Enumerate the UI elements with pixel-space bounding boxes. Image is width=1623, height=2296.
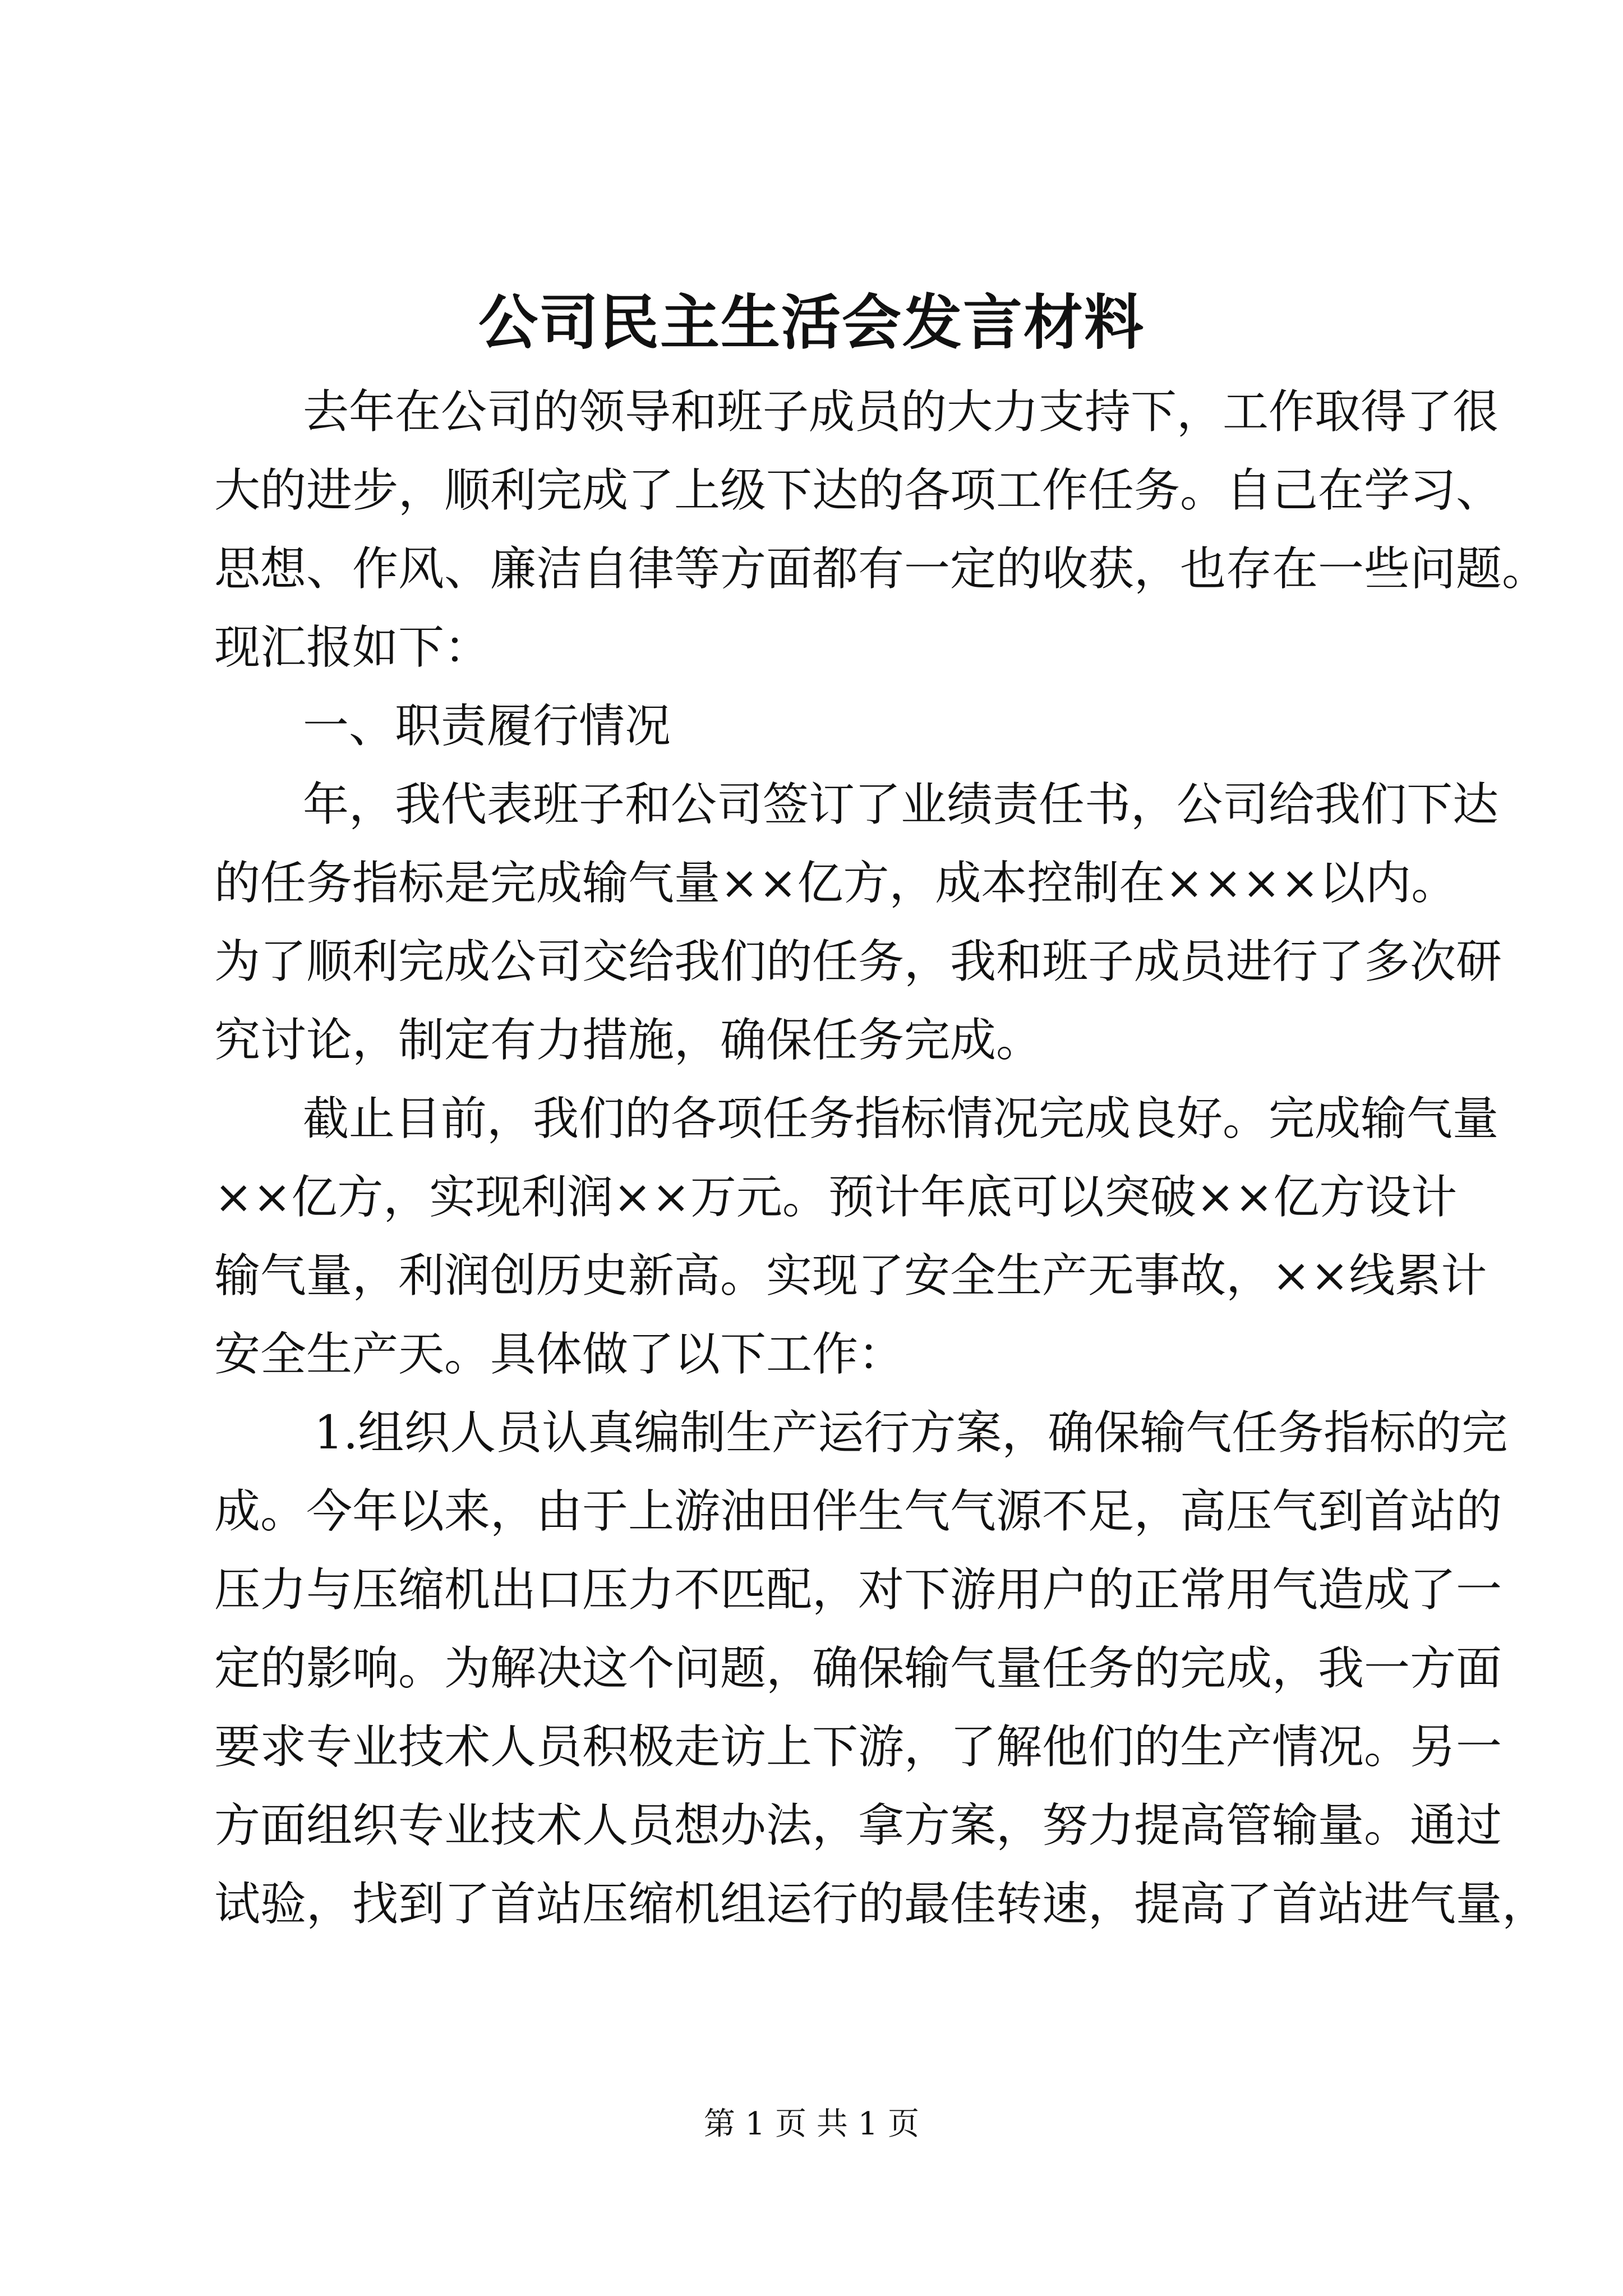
paragraph-line: 压力与压缩机出口压力不匹配，对下游用户的正常用气造成了一 xyxy=(214,1563,1502,1617)
paragraph-line: 定的影响。为解决这个问题，确保输气量任务的完成，我一方面 xyxy=(214,1642,1502,1695)
paragraph-line: 为了顺利完成公司交给我们的任务，我和班子成员进行了多次研 xyxy=(214,935,1502,988)
paragraph-line: 方面组织专业技术人员想办法，拿方案，努力提高管输量。通过 xyxy=(214,1799,1502,1852)
paragraph-line: 成。今年以来，由于上游油田伴生气气源不足，高压气到首站的 xyxy=(214,1485,1502,1538)
paragraph-line: 要求专业技术人员积极走访上下游，了解他们的生产情况。另一 xyxy=(214,1720,1502,1774)
section-heading: 一、职责履行情况 xyxy=(303,700,671,753)
document-title: 公司民主生活会发言材料 xyxy=(478,287,1145,357)
paragraph-line: 现汇报如下： xyxy=(214,621,491,674)
paragraph-line: 年，我代表班子和公司签订了业绩责任书，公司给我们下达 xyxy=(303,778,1499,831)
paragraph-line: 思想、作风、廉洁自律等方面都有一定的收获，也存在一些问题。 xyxy=(214,542,1548,596)
paragraph-line: 大的进步，顺利完成了上级下达的各项工作任务。自己在学习、 xyxy=(214,464,1502,517)
paragraph-line: ××亿方，实现利润××万元。预计年底可以突破××亿方设计 xyxy=(214,1171,1458,1224)
paragraph-line: 安全生产天。具体做了以下工作： xyxy=(214,1328,905,1381)
paragraph-line: 的任务指标是完成输气量××亿方，成本控制在××××以内。 xyxy=(214,857,1458,910)
paragraph-line: 截止目前，我们的各项任务指标情况完成良好。完成输气量 xyxy=(303,1092,1499,1145)
numbered-item-line: 1.组织人员认真编制生产运行方案，确保输气任务指标的完 xyxy=(314,1406,1508,1460)
page-number-footer: 第 1 页 共 1 页 xyxy=(703,2106,920,2142)
paragraph-line: 去年在公司的领导和班子成员的大力支持下，工作取得了很 xyxy=(303,385,1499,439)
paragraph-line: 究讨论，制定有力措施，确保任务完成。 xyxy=(214,1014,1043,1067)
paragraph-line: 试验，找到了首站压缩机组运行的最佳转速，提高了首站进气量， xyxy=(214,1878,1548,1931)
paragraph-line: 输气量，利润创历史新高。实现了安全生产无事故，××线累计 xyxy=(214,1249,1487,1303)
